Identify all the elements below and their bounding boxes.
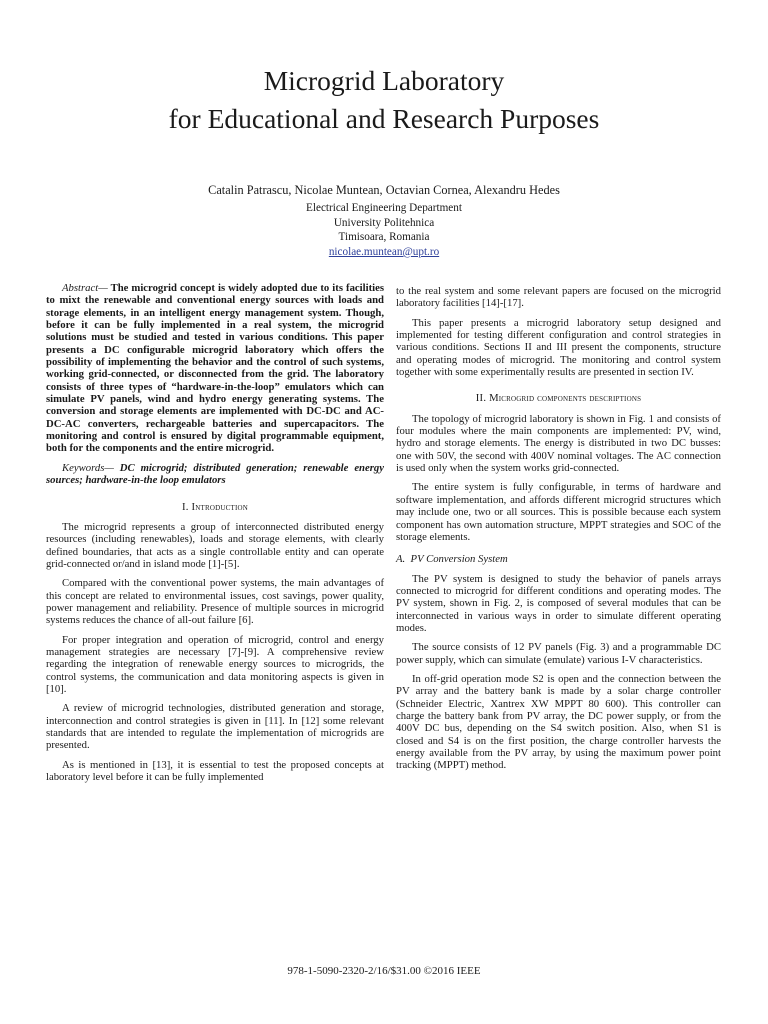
section-2-number: II. bbox=[475, 392, 487, 405]
abstract-paragraph bbox=[46, 282, 384, 455]
subsection-a-title: PV Conversion System bbox=[410, 553, 508, 566]
intro-paragraph: Compared with the conventional power systems, the main advantages of this concept are related to environmental issues, cost savings, power quality, power management and reliability. Presence of multiple sources in microgrid systems reduces the chance of all-out failure [6]. bbox=[46, 577, 384, 627]
paper-title bbox=[0, 62, 768, 138]
section-2-heading bbox=[396, 392, 721, 404]
intro-paragraph: This paper presents a microgrid laboratory setup designed and implemented for testing different configuration and control strategies in various conditions. Sections II and III present the components, structure and operating modes of microgrid. The monitoring and control system together with some experimentally results are presented in section IV. bbox=[396, 316, 721, 379]
author-email-link[interactable]: nicolae.muntean@upt.ro bbox=[328, 245, 440, 258]
pv-paragraph: The PV system is designed to study the behavior of panels arrays connected to microgrid for different conditions and operating modes. The PV system, shown in Fig. 2, is composed of several modules that can be interconnected in various ways in order to simulate different operating modes. bbox=[396, 572, 721, 634]
pv-paragraph: The source consists of 12 PV panels (Fig. 3) and a programmable DC power supply, which can simulate (emulate) various I-V characteristics. bbox=[396, 641, 721, 666]
affiliation-university: University Politehnica bbox=[333, 216, 435, 229]
title-line-2: for Educational and Research Purposes bbox=[168, 103, 600, 134]
subsection-a-label: A. bbox=[396, 553, 406, 566]
right-column bbox=[396, 285, 721, 779]
keywords-text: DC microgrid; distributed generation; renewable energy sources; hardware-in-the loop emulators bbox=[46, 461, 384, 487]
copyright-footer: 978-1-5090-2320-2/16/$31.00 ©2016 IEEE bbox=[287, 965, 481, 977]
section-1-number: I. bbox=[181, 500, 189, 513]
affiliation-block bbox=[0, 201, 768, 259]
intro-paragraph: A review of microgrid technologies, distributed generation and storage, interconnection and control strategies is given in [11]. In [12] some relevant standards that are intended to regulate the implementation of microgrids are presented. bbox=[46, 702, 384, 752]
abstract-text: The microgrid concept is widely adopted due to its facilities to mixt the renewable and conventional energy sources with loads and storage elements, in an intelligent energy management system. Though, before it can be fully implemented in a real system, the microgrid solutions must be studied and tested in various conditions. This paper presents a DC configurable microgrid laboratory which offers the possibility of implementing the behavior and the control of such systems, working grid-connected, or disconnected from the grid. The laboratory consists of three types of “hardware-in-the-loop” emulators which can simulate PV panels, wind and hydro energy generating systems. The conversion and storage elements are implemented with DC-DC and AC-DC-AC converters, rechargeable batteries and supercapacitors. The monitoring and control is ensured by digital programmable equipment, both for the components and the entire microgrid. bbox=[46, 282, 384, 455]
keywords-paragraph bbox=[46, 462, 384, 487]
intro-paragraph: For proper integration and operation of microgrid, control and energy management strategies are necessary [7]-[9]. A comprehensive review regarding the integration of renewable energy sources to microgrids, the control systems, the communication and data monitoring aspects is given in [10]. bbox=[46, 633, 384, 695]
pv-paragraph: In off-grid operation mode S2 is open and the connection between the PV array and the battery bank is made by a solar charge controller (Schneider Electric, Xantrex XW MPPT 80 600). This controller can charge the battery bank from PV array, the DC power supply, or from the 400V DC bus, depending on the S4 switch position. Also, when S1 is closed and S4 is on the first position, the charge controller harvests the energy available from the PV array, by using the maximum power point tracking (MPPT) method. bbox=[396, 672, 721, 772]
author-list: Catalin Patrascu, Nicolae Muntean, Octavian Cornea, Alexandru Hedes bbox=[208, 183, 560, 197]
section-1-heading bbox=[46, 501, 384, 513]
intro-continuation-paragraph: to the real system and some relevant papers are focused on the microgrid laboratory facilities [14]-[17]. bbox=[396, 285, 721, 310]
keywords-label: Keywords— bbox=[62, 461, 114, 474]
section-2-paragraph: The topology of microgrid laboratory is shown in Fig. 1 and consists of four modules where the main components are implemented: PV, wind, hydro and storage elements. The energy is distributed in two DC busses: one with 50V, the second with 400V nominal voltages. The AC connection is used only when the system works grid-connected. bbox=[396, 412, 721, 475]
section-2-title: Microgrid components descriptions bbox=[489, 392, 642, 405]
intro-paragraph: The microgrid represents a group of interconnected distributed energy resources (including renewables), loads and storage elements, with clearly defined boundaries, that acts as a single controllable entity and can operate grid-connected or/and in island mode [1]-[5]. bbox=[46, 520, 384, 570]
section-2-paragraph: The entire system is fully configurable, in terms of hardware and software implementation, and affords different microgrid structures which may include one, two or all sources. This is possible because each system component has own automation structure, MPPT strategies and SOC of the storage elements. bbox=[396, 481, 721, 543]
subsection-a-heading bbox=[396, 553, 721, 565]
intro-paragraph: As is mentioned in [13], it is essential to test the proposed concepts at laboratory level before it can be fully implemented bbox=[46, 758, 384, 784]
affiliation-department: Electrical Engineering Department bbox=[306, 202, 462, 214]
title-line-1: Microgrid Laboratory bbox=[263, 65, 505, 96]
section-1-title: Introduction bbox=[191, 500, 249, 513]
affiliation-city: Timisoara, Romania bbox=[338, 231, 430, 244]
abstract-label: Abstract— bbox=[62, 282, 108, 294]
left-column bbox=[46, 282, 384, 790]
